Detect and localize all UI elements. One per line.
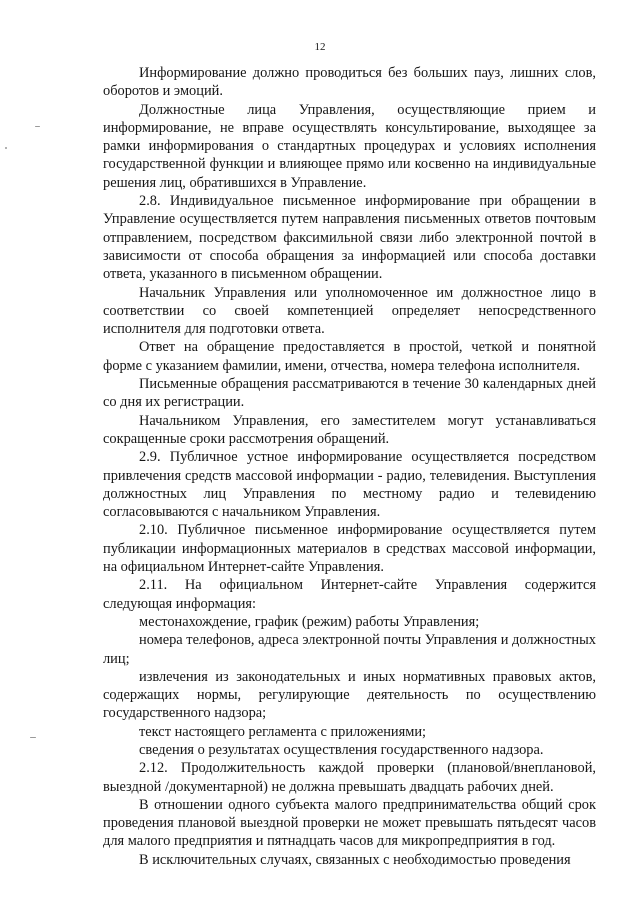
document-body: [103, 64, 596, 869]
paragraph-2-11: 2.11. На официальном Интернет-сайте Управления содержится следующая информация:: [103, 577, 596, 612]
paragraph-executor-assignment: Начальник Управления или уполномоченное им должностное лицо в соответствии со своей компетенцией определяет непосредственного исполнителя для подготовки ответа.: [103, 284, 596, 338]
scan-speck: [35, 126, 40, 127]
scan-speck: [5, 147, 7, 149]
paragraph-2-10: 2.10. Публичное письменное информирование осуществляется путем публикации информационных материалов в средствах массовой информации, на официальном Интернет-сайте Управления.: [103, 522, 596, 576]
page-number: 12: [314, 41, 326, 53]
scan-speck: [30, 737, 36, 738]
list-item-regulation-text: текст настоящего регламента с приложениями;: [139, 723, 427, 740]
paragraph-reduced-terms: Начальником Управления, его заместителем могут устанавливаться сокращенные сроки рассмотрения обращений.: [103, 412, 596, 447]
paragraph-2-9: 2.9. Публичное устное информирование осуществляется посредством привлечения средств массовой информации - радио, телевидения. Выступления должностных лиц Управления по местному радио и телевидению согласовываются с начальником Управления.: [103, 449, 596, 521]
paragraph-officials-restriction: Должностные лица Управления, осуществляющие прием и информирование, не вправе осуществлять консультирование, выходящее за рамки информирования о стандартных процедурах и условиях исполнения государственной функции и влияющее прямо или косвенно на индивидуальные решения лиц, обратившихся в Управление.: [103, 101, 596, 191]
paragraph-exceptional-cases: В исключительных случаях, связанных с необходимостью проведения: [139, 851, 571, 868]
list-item-phones: номера телефонов, адреса электронной почты Управления и должностных лиц;: [103, 632, 596, 667]
list-item-location: местонахождение, график (режим) работы Управления;: [139, 613, 480, 630]
paragraph-small-business: В отношении одного субъекта малого предпринимательства общий срок проведения плановой выездной проверки не может превышать пятьдесят часов для малого предприятия и пятнадцать часов для микропредприятия в год.: [103, 796, 596, 850]
list-item-legal-extracts: извлечения из законодательных и иных нормативных правовых актов, содержащих нормы, регулирующие деятельность по осуществлению государственного надзора;: [103, 668, 596, 722]
paragraph-2-12: 2.12. Продолжительность каждой проверки (плановой/внеплановой, выездной /документарной) не должна превышать двадцать рабочих дней.: [103, 760, 596, 795]
list-item-results: сведения о результатах осуществления государственного надзора.: [139, 741, 544, 758]
paragraph-informing-manner: Информирование должно проводиться без больших пауз, лишних слов, оборотов и эмоций.: [103, 65, 596, 100]
paragraph-2-8: 2.8. Индивидуальное письменное информирование при обращении в Управление осуществляется путем направления письменных ответов почтовым отправлением, посредством факсимильной связи либо электронной почтой в зависимости от способа обращения за информацией или способа доставки ответа, указанного в письменном обращении.: [103, 193, 596, 283]
paragraph-answer-form: Ответ на обращение предоставляется в простой, четкой и понятной форме с указанием фамилии, имени, отчества, номера телефона исполнителя.: [103, 339, 596, 374]
paragraph-review-period: Письменные обращения рассматриваются в течение 30 календарных дней со дня их регистрации.: [103, 376, 596, 411]
